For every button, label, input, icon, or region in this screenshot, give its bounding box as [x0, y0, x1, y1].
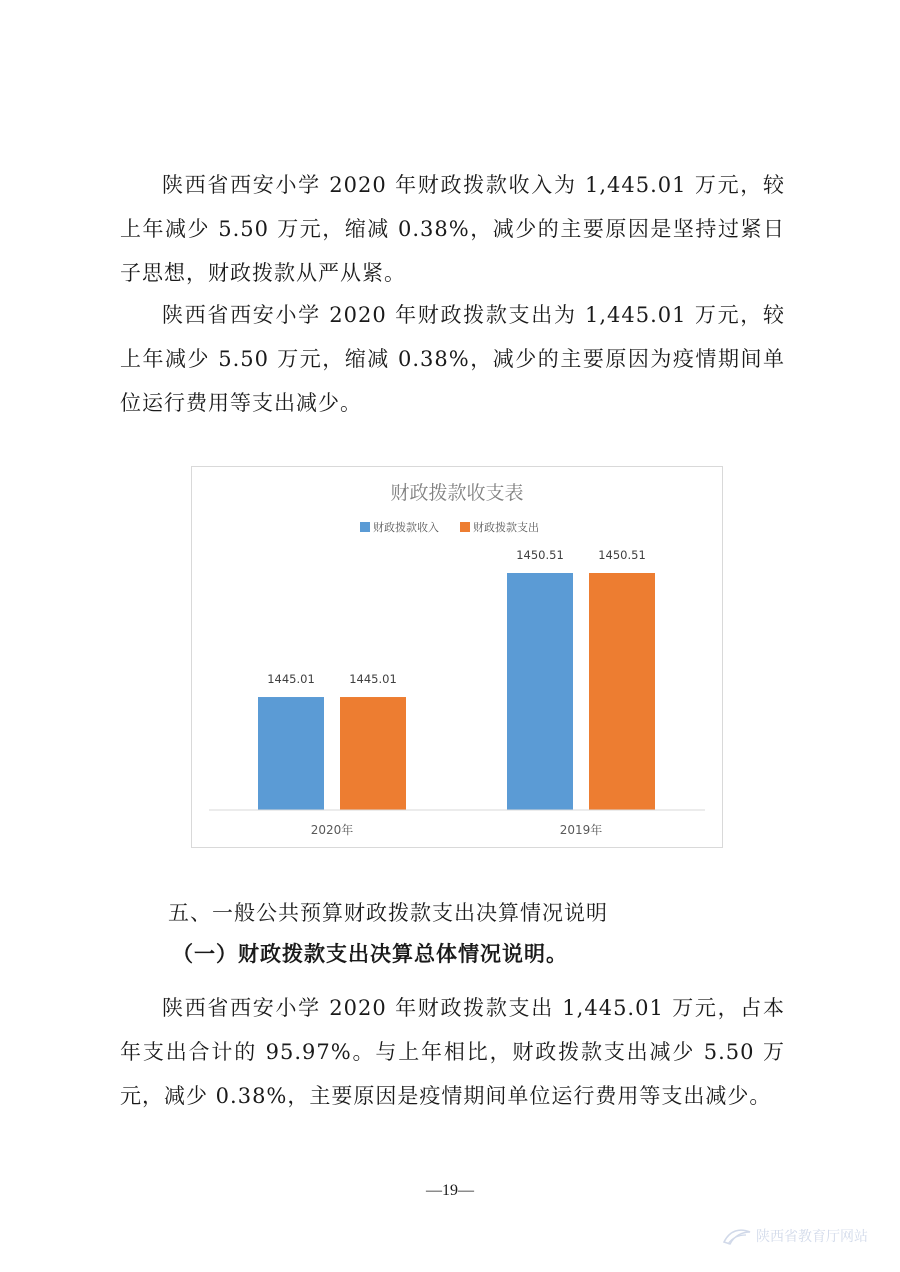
legend-label-1: 财政拨款收入 — [373, 521, 439, 534]
chart-x-axis — [209, 810, 705, 837]
paragraph-income: 陕西省西安小学 2020 年财政拨款收入为 1,445.01 万元，较上年减少 5.50 万元，缩减 0.38%，减少的主要原因是坚持过紧日子思想，财政拨款从严从紧。 — [120, 173, 785, 285]
legend-swatch-1 — [360, 522, 370, 532]
bar-label-1-2: 1445.01 — [349, 672, 397, 687]
watermark-text: 陕西省教育厅网站 — [756, 1229, 868, 1245]
bar-1-2 — [340, 697, 406, 810]
page-number: —19— — [426, 1182, 474, 1199]
bar-1-1 — [258, 697, 324, 810]
bar-label-2-2: 1450.51 — [598, 548, 646, 562]
legend-swatch-2 — [460, 522, 470, 532]
chart-legend — [360, 520, 539, 534]
bar-label-2-1: 1450.51 — [516, 548, 564, 562]
chart-bars — [258, 548, 655, 810]
bar-2-2 — [589, 573, 655, 810]
bar-2-1 — [507, 573, 573, 810]
bar-label-1-1: 1445.01 — [267, 672, 315, 687]
legend-label-2: 财政拨款支出 — [473, 521, 539, 534]
subsection-heading: （一）财政拨款支出决算总体情况说明。 — [172, 942, 568, 966]
bar-chart — [191, 466, 723, 848]
chart-title: 财政拨款收支表 — [390, 482, 524, 504]
paragraph-expenditure: 陕西省西安小学 2020 年财政拨款支出为 1,445.01 万元，较上年减少 5.50 万元，缩减 0.38%，减少的主要原因为疫情期间单位运行费用等支出减少。 — [120, 303, 785, 415]
paragraph-expenditure-summary: 陕西省西安小学 2020 年财政拨款支出 1,445.01 万元，占本年支出合计的 95.97%。与上年相比，财政拨款支出减少 5.50 万元，减少 0.38%，主要原因是疫情期间单位运行费用等支出减少。 — [120, 996, 785, 1108]
section-heading: 五、一般公共预算财政拨款支出决算情况说明 — [168, 901, 608, 925]
watermark — [722, 1226, 868, 1246]
watermark-logo-icon — [722, 1226, 752, 1246]
x-tick-label-1: 2020年 — [310, 823, 354, 837]
chart-canvas — [192, 467, 722, 847]
x-tick-label-2: 2019年 — [559, 823, 603, 837]
